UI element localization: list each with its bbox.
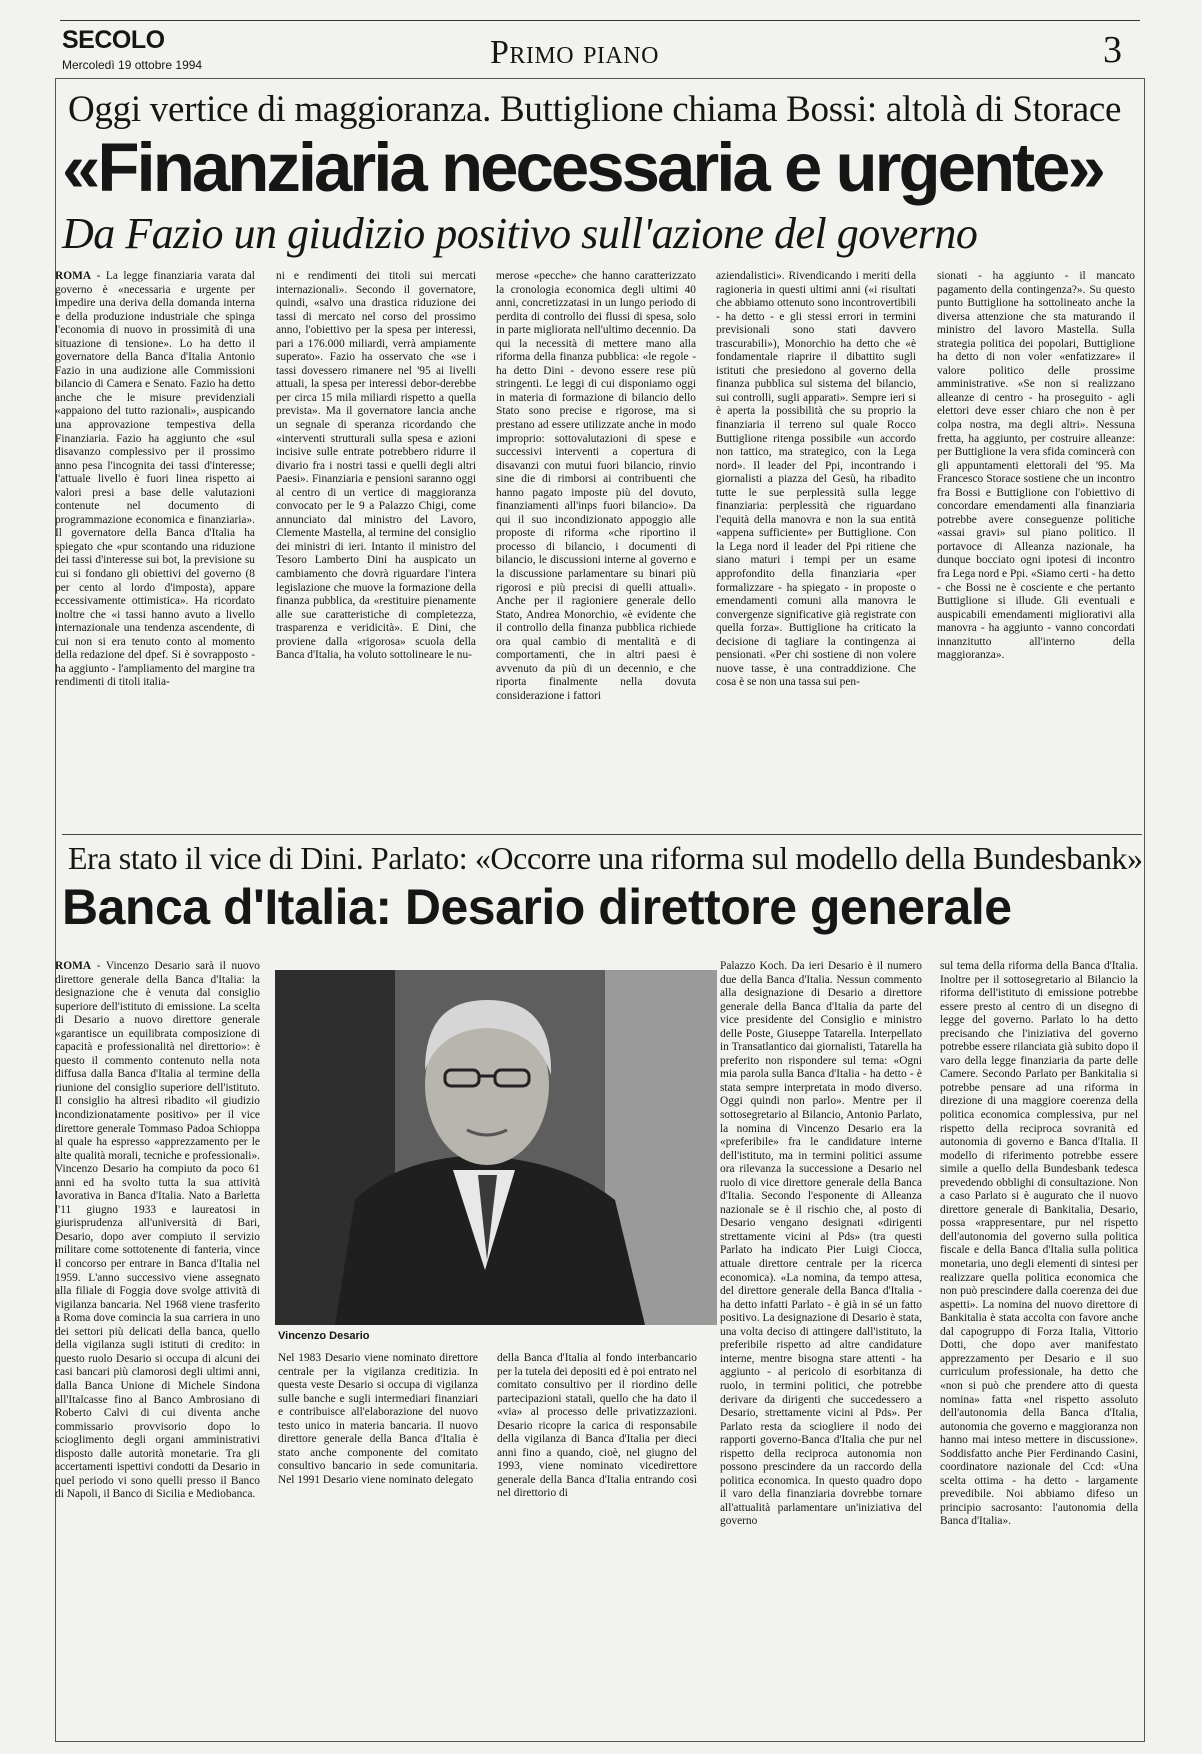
newspaper-name: SECOLO <box>62 26 165 54</box>
article2-kicker: Era stato il vice di Dini. Parlato: «Occorre una riforma sul modello della Bundesbank» <box>68 840 1143 876</box>
article1-column-3 <box>496 270 696 815</box>
article2-col5-text: sul tema della riforma della Banca d'Italia. Inoltre per il sottosegretario al Bilancio la riforma dell'istituto di emissione potrebbe essere presto al centro di un disegno di legge del governo. Parlato lo ha detto precisando che l'iniziativa del governo potrebbe essere rilanciata già subito dopo il varo della legge finanziaria da parte delle Camere. Secondo Parlato per Bankitalia si potrebbe pensare ad una riforma in direzione di una maggiore coerenza della politica economica complessiva, pur nel rispetto della reciproca sovranità ed autonomia di governo e Banca d'Italia. Il modello di riferimento potrebbe essere simile a quello della Bundesbank tedesca prevedendo obblighi di consultazione. Non a caso Parlato si è augurato che il nuovo direttore generale di Bankitalia, Desario, possa «rappresentare, pur nel rispetto dell'autonomia del governo sulla politica fiscale e della Banca d'Italia sulla politica monetaria, uno degli elementi di sintesi per realizzare quella politica economica che non può prescindere dalla coerenza dei due aspetti». La nomina del nuovo direttore di Bankitalia è stata accolta con favore anche dal capogruppo di Forza Italia, Vittorio Dotti, che dopo aver manifestato apprezzamento per Desario e il suo curriculum professionale, ha detto che «non si può che prendere atto di questa nomina» fatta «nel rispetto assoluto dell'autonomia della Banca d'Italia, autonomia che governo e maggioranza non hanno mai inteso mettere in discussione». Soddisfatto anche Pier Ferdinando Casini, coordinatore nazionale del Ccd: «Una scelta ottima - ha detto - largamente prevedibile. Noi abbiamo difeso un principio sacrosanto: l'autonomia della Banca d'Italia». <box>940 960 1138 1528</box>
article-separator <box>62 834 1142 835</box>
article2-dateline: ROMA <box>55 960 92 972</box>
masthead <box>60 20 1140 78</box>
article1-dateline: ROMA <box>55 270 92 282</box>
article1-col3-text: merose «pecche» che hanno caratterizzato la cronologia economica degli ultimi 40 anni, concretizzatasi in un lungo periodo di perdita di controllo dei flussi di spesa, solo in parte migliorata nell'ultimo decennio. Da qui la necessità di mettere mano alla riforma della finanza pubblica: «le regole - ha detto Dini - devono essere rese più stringenti. Le leggi di cui disponiamo oggi in materia di formazione di bilancio dello Stato sono precise e rigorose, ma si prestano ad essere utilizzate anche in modo improprio: sottovalutazioni di spese e successivi interventi a copertura di disavanzi con mutui fuori bilancio, rinvio sine die di rimborsi ai contribuenti che hanno pagato imposte più del dovuto, finanziamenti all'inps fuori bilancio». Da qui il suo incondizionato appoggio alle proposte di riforma «che riportino il processo di bilancio, i documenti di bilancio, le discussioni interne al governo e la discussione parlamentare su binari più rigorosi e più precisi di quelli attuali». Anche per il ragioniere generale dello Stato, Andrea Monorchio, «è evidente che il controllo della finanza pubblica richiede ora qual cambio di mentalità e di comportamenti, che in altri paesi è avvenuto da più di un decennio, e che riporta finalmente nella dovuta considerazione i fattori <box>496 270 696 702</box>
photo-caption: Vincenzo Desario <box>278 1330 370 1342</box>
article2-column-5 <box>940 960 1138 1702</box>
article2-col1-text: - Vincenzo Desario sarà il nuovo direttore generale della Banca d'Italia: la designazione che è venuta dal consiglio superiore dell'istituto di emissione. La scelta di Desario a nuovo direttore generale «garantisce un equilibrata composizione di capacità e professionalità nel direttorio»: è questo il commento contenuto nella nota diffusa dalla Banca d'Italia al termine della riunione del consiglio superiore dell'istituto. Il consiglio ha altresì ribadito «il giudizio incondizionatamente positivo» per il vice direttore generale Tommaso Padoa Schioppa al quale ha espresso «apprezzamento per le alte qualità morali, tecniche e professionali». Vincenzo Desario ha compiuto da poco 61 anni ed ha svolto tutta la sua attività lavorativa in Banca d'Italia. Nato a Barletta l'11 giugno 1933 e laureatosi in giurisprudenza all'università di Bari, Desario, dopo aver compiuto il servizio militare come sottotenente di fanteria, vince il concorso per entrare in Banca d'Italia nel 1959. L'anno successivo viene assegnato alla filiale di Foggia dove svolge attività di vigilanza bancaria. Nel 1968 viene trasferito a Roma dove comincia la sua carriera in uno dei settori più delicati della banca, quello della vigilanza sugli istituti di credito: in questo ruolo Desario si occupa di alcuni dei casi bancari più clamorosi degli ultimi anni, dalla Banca Unione di Michele Sindona all'Italcasse fino al Banco Ambrosiano di Roberto Calvi di cui diventa anche commissario provvisorio dopo lo scioglimento degli organi amministrativi disposto dalle autorità monetarie. Tra gli accertamenti ispettivi condotti da Desario in quel periodo vi sono quelli presso il Banco di Napoli, il Banco di Sicilia e Mediobanca. <box>55 960 260 1501</box>
article2-column-1 <box>55 960 260 1702</box>
article1-col2-text: ni e rendimenti dei titoli sui mercati internazionali». Secondo il governatore, quindi, «salvo una drastica riduzione dei tassi di mercato nel corso del prossimo anno, l'obiettivo per la spesa per interessi, pari a 176.000 miliardi, verrà ampiamente superato». Fazio ha osservato che «se i tassi dovessero rimanere nel '95 ai livelli attuali, la spesa per interessi debor-derebbe per circa 15 mila miliardi rispetto a quella prevista». Ma il governatore lancia anche un segnale di speranza ricordando che «interventi strutturali sulla spesa e azioni incisive sulle entrate potrebbero ridurre il divario fra i nostri tassi e quelli degli altri Paesi». Finanziaria e pensioni saranno oggi al centro di un vertice di maggioranza convocato per le 9 a Palazzo Chigi, come annunciato dal ministro del Lavoro, Clemente Mastella, al termine del consiglio dei ministri di ieri. Intanto il ministro del Tesoro Lamberto Dini ha auspicato un cambiamento che dovrà riguardare l'intera legislazione che muove la formazione della finanza pubblica, da «restituire pienamente alle sue caratteristiche di completezza, trasparenza e veridicità». E Dini, che proviene dalla «rigorosa» scuola della Banca d'Italia, ha voluto sottolineare le nu- <box>276 270 476 662</box>
issue-date: Mercoledì 19 ottobre 1994 <box>62 58 203 72</box>
article1-subtitle: Da Fazio un giudizio positivo sull'azione del governo <box>62 209 978 258</box>
article2-col4-text: Palazzo Koch. Da ieri Desario è il numero due della Banca d'Italia. Nessun commento alla designazione di Desario a direttore generale della Banca d'Italia da parte del vice presidente del Consiglio e ministro delle Poste, Giuseppe Tatarella. Interpellato in Transatlantico dai giornalisti, Tatarella ha preferito non rispondere sul tema: «Ogni mia parola sulla Banca d'Italia - ha detto - è stata sempre interpretata in modo diverso. Oggi quindi non parlo». Mentre per il sottosegretario al Bilancio, Antonio Parlato, la nomina di Vincenzo Desario era la «preferibile» fra le candidature interne dell'istituto, ma in termini politici assume ora rilevanza la successione a Desario nel ruolo di vice direttore generale della Banca d'Italia. Secondo l'esponente di Alleanza nazionale se è il rischio che, al posto di Desario vengano designati «dirigenti strettamente vicini al Pds» (tra questi Parlato ha indicato Pier Luigi Ciocca, attuale direttore centrale per la ricerca economica). «La nomina, da tempo attesa, del direttore generale della Banca d'Italia - ha detto infatti Parlato - è già in sé un fatto positivo. La designazione di Desario è stata, una volta deciso di attingere dall'istituto, la preferibile rispetto ad altre candidature interne, mentre bisogna stare attenti - ha aggiunto - al pericolo di esorbitanza di ruolo, in termini politici, che potrebbe derivare da dirigenti che succedessero a Desario, strettamente vicini al Pds». Per Parlato resta da sciogliere il nodo dei rapporti governo-Banca d'Italia che pur nel rispetto della reciproca autonomia non possono prescindere da un raccordo della politica economica. In questo quadro dopo il varo della finanziaria dovrebbe tornare all'attualità parlamentare un'iniziativa del governo <box>720 960 922 1528</box>
article2-column-3 <box>497 1352 697 1702</box>
section-title: Primo piano <box>490 34 659 71</box>
article2-col2-text: Nel 1983 Desario viene nominato direttore centrale per la vigilanza creditizia. In questa veste Desario si occupa di vigilanza sulle banche e sugli intermediari finanziari e contribuisce all'elaborazione del nuovo testo unico in materia bancaria. Il nuovo direttore generale della Banca d'Italia è stato anche componente del comitato consultivo bancario in sede comunitaria. Nel 1991 Desario viene nominato delegato <box>278 1352 478 1486</box>
article1-col1-text: - La legge finanziaria varata dal governo è «necessaria e urgente per impedire una deriva della domanda interna e della produzione industriale che spinga l'economia di nuovo in prossimità di una situazione di tensione». Lo ha detto il governatore della Banca d'Italia Antonio Fazio in una audizione alle Commissioni bilancio di Camera e Senato. Fazio ha detto anche che le misure previdenziali «appaiono del tutto razionali», auspicando una approvazione tempestiva della Finanziaria. Fazio ha aggiunto che «sul disavanzo complessivo per il prossimo anno pesa l'incognita dei tassi d'interesse; l'attuale livello è fuori linea rispetto ai valori presi a base delle valutazioni contenute nel documento di programmazione economica e finanziaria». Il governatore della Banca d'Italia ha spiegato che «pur scontando una riduzione dei tassi d'interesse sui bot, la previsione su cui si fondano gli obiettivi del governo (8 per cento al lordo d'imposta), appare eccessivamente ottimistica». Ha ricordato inoltre che «i tassi hanno avuto a livello internazionale una tendenza ascendente, di cui non si era tenuto conto al momento della redazione del dpef. Si è sovrapposto - ha aggiunto - l'ampliamento del margine tra rendimenti di titoli italia- <box>55 270 255 689</box>
article2-column-2 <box>278 1352 478 1702</box>
article1-kicker: Oggi vertice di maggioranza. Buttiglione chiama Bossi: altolà di Storace <box>68 89 1122 130</box>
portrait-illustration <box>275 970 717 1325</box>
article1-title: «Finanziaria necessaria e urgente» <box>62 129 1103 206</box>
page-number: 3 <box>1103 29 1122 71</box>
article2-title: Banca d'Italia: Desario direttore generale <box>62 879 1012 935</box>
article1-column-1 <box>55 270 255 815</box>
article1-column-2 <box>276 270 476 815</box>
article2-column-4 <box>720 960 922 1702</box>
article1-col4-text: aziendalistici». Rivendicando i meriti della ragioneria in questi ultimi anni («i risultati che abbiamo ottenuto sono incontrovertibili - ha detto - e gli stessi errori in termini previsionali sono stati davvero trascurabili»), Monorchio ha detto che «è fondamentale riaprire il dibattito sugli istituti che presiedono al governo della finanza pubblica sul sistema del bilancio, sui controlli, sugli apparati». Sempre ieri si è aperta la possibilità che su proprio la finanziaria il terreno sul quale Rocco Buttiglione ritenga possibile «un accordo non tattico, ma strategico, con la Lega nord». Il leader del Ppi, incontrando i giornalisti a piazza del Gesù, ha ribadito tutte le sue perplessità sulla legge finanziaria: perplessità che riguardano l'equità della manovra e non la sua entità «appena sufficiente» per Buttiglione. Con la Lega nord il leader del Ppi ritiene che siano maturi i tempi per un esame approfondito della finanziaria «per formalizzare - ha spiegato - in proposte o emendamenti comuni alla manovra le convergenze significative già registrate con quella forza». Buttiglione ha criticato la decisione di tagliare la contingenza ai pensionati. «Per chi sostiene di non volere nuove tasse, è una contraddizione. Che cosa è se non una tassa sui pen- <box>716 270 916 689</box>
article1-column-4 <box>716 270 916 815</box>
article2-col3-text: della Banca d'Italia al fondo interbancario per la tutela dei depositi ed è poi entrato nel comitato consultivo per il riordino delle partecipazioni statali, quello che ha dato il «via» al processo delle privatizzazioni. Desario ricopre la carica di responsabile della vigilanza di Banca d'Italia per dieci anni fino a quando, cioè, nel giugno del 1993, viene nominato vicedirettore generale della Banca d'Italia entrando così nel direttorio di <box>497 1352 697 1500</box>
article1-col5-text: sionati - ha aggiunto - il mancato pagamento della contingenza?». Su questo punto Buttiglione ha sottolineato anche la diversa attenzione che sta maturando il ministro del lavoro Mastella. Sulla strategia politica dei popolari, Buttiglione ha detto di non voler «enfatizzare» il valore politico delle prossime amministrative. «Se non si realizzano alleanze di centro - ha proseguito - agli elettori deve esser chiaro che non è per colpa nostra, ma degli altri». Nessuna fretta, ha aggiunto, per costruire alleanze: per Buttiglione la vera sfida comincerà con gli appuntamenti elettorali del '95. Ma Francesco Storace sostiene che un incontro fra Bossi e Buttiglione con l'obiettivo di concordare emendamenti alla finanziaria potrebbe avere conseguenze politiche «assai gravi» sul piano politico. Il portavoce di Alleanza nazionale, ha dunque bocciato ogni ipotesi di incontro fra Lega nord e Ppi. «Siamo certi - ha detto - che Bossi ne è cosciente e che pertanto Buttiglione si illude. Gli eventuali e auspicabili emendamenti migliorativi alla manovra - ha aggiunto - vanno concordati innanzitutto all'interno della maggioranza». <box>937 270 1135 662</box>
article1-column-5 <box>937 270 1135 800</box>
portrait-photo <box>275 970 717 1325</box>
